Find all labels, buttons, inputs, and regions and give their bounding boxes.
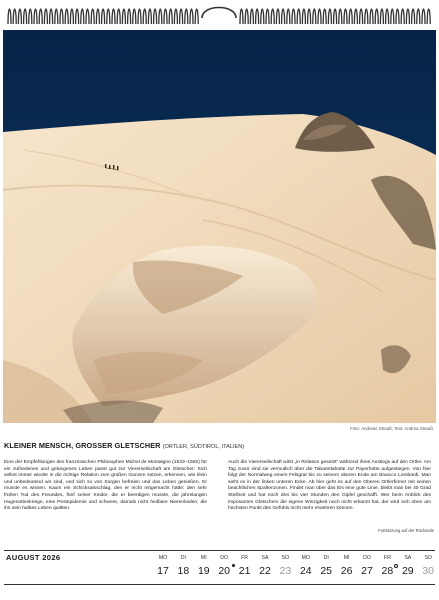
divider-top [4, 550, 435, 551]
wire-coil [29, 9, 32, 24]
weekday-label: SA [404, 555, 412, 561]
wire-coil [282, 9, 285, 24]
day-number [413, 563, 439, 579]
wire-coil [370, 9, 373, 24]
wire-coil [375, 9, 378, 24]
wire-coil [55, 9, 58, 24]
wire-coil [417, 9, 420, 24]
weekday-label: MO [158, 555, 168, 561]
wire-coil [76, 9, 79, 24]
month-label: AUGUST 2026 [6, 553, 61, 562]
title-location: (ORTLER, SÜDTIROL, ITALIEN) [162, 444, 245, 450]
wire-coil [180, 9, 183, 24]
weekday-label: MO [301, 555, 310, 561]
wire-coil [396, 9, 399, 24]
day-number-text: 17 [157, 565, 169, 577]
wire-binding [0, 0, 439, 30]
day-number-text: 26 [340, 565, 353, 577]
day-number-text: 22 [259, 565, 271, 577]
article-column-right: Auch die Viererseilschaft wirkt „in Relation gesetzt“ während ihres Anstiegs auf den Ortler. Am Tag zuvor sind sie vermutlich über die Tabarettahütte zur Payerhütte aufgestiegen. Von hier folgt der Normalweg einem Felsgrat bis zu seinem oberen Ende am Bivacco Lombardi. Man sieht es in der linken unteren Ecke. Ab hier geht es auf den Oberen Ortlerferner mit seinen beachtlichen Spaltenzonen. Findet man über das Eis eine gute Linie, bleibt man bei 40 Grad Steilheit und hat noch drei bis vier Stunden den Gipfel geschafft. Wer beim Anblick des imposanten Gletschers die eigene Winzigkeit noch nicht erkannt hat, der wird sich oben am höchsten Punkt des Gefühls nicht mehr erwehren können. [228, 460, 431, 512]
day-number-text: 19 [197, 565, 210, 577]
wire-coil [18, 9, 21, 24]
wire-coil [34, 9, 37, 24]
day-number-text: 28 [381, 565, 394, 577]
weekday-label: SO [424, 555, 432, 561]
wire-coil [349, 9, 352, 24]
wire-coil [328, 9, 331, 24]
wire-coil [261, 9, 264, 24]
wire-coil [250, 9, 253, 24]
day-number-text: 20 [218, 565, 231, 577]
weekday-label: SO [281, 555, 290, 561]
wire-coil [427, 9, 430, 24]
wire-coil [13, 9, 16, 24]
wire-coil [386, 9, 389, 24]
wire-coil [344, 9, 347, 24]
wire-coil [318, 9, 321, 24]
title-text: KLEINER MENSCH, GROSSER GLETSCHER [4, 441, 161, 450]
weekday-label: FR [241, 555, 249, 561]
wire-coil [24, 9, 27, 24]
wire-coil [406, 9, 409, 24]
day-number-text: 27 [361, 565, 373, 577]
day-number-text: 24 [299, 565, 312, 577]
wire-coil [365, 9, 368, 24]
wire-coil [334, 9, 337, 24]
photo-credit: Foto: Andreas Strauß, Text: Andrea Strauß [350, 426, 433, 431]
wire-coil [164, 9, 167, 24]
wire-coil [8, 9, 11, 24]
article-column-left: Eine der Empfehlungen des französischen Philosophen Michel de Montaigne (1533–1592) für ein zufriedenes und gelungenes Leben passt gut zur Viererseilschaft am Gletscher: Sich selbst immer wieder in die richtige Relation zum großen Ganzen setzen, erkennen, wie klein und unbedeutend wir sind, und sich so von Sorgen befreien und das Leben genießen. Er musste es wissen. Kaum ein Schicksalsschlag, den er nicht mitgemacht hätte: den sehr frühen Tod des Freundes, fünf seiner Kinder, die er beerdigen musste, die jahrelangen Hugenottenkriege, eine Pestepidemie und schwere, damals nicht heilbare Nierenleiden, die ihn sein halbes Leben quälten. [4, 460, 207, 512]
article-title [4, 441, 244, 450]
wire-coil [50, 9, 53, 24]
day-number-text: 21 [238, 565, 251, 577]
wire-coil [339, 9, 342, 24]
wire-coil [185, 9, 188, 24]
wire-coil [422, 9, 425, 24]
wire-coil [308, 9, 311, 24]
wire-coil [128, 9, 131, 24]
wire-coil [154, 9, 157, 24]
weekday-label: DI [180, 555, 186, 561]
wire-coil [169, 9, 172, 24]
weekday-label: DO [220, 555, 229, 561]
wire-coil [271, 9, 274, 24]
wire-coil [159, 9, 162, 24]
divider-bottom [4, 584, 435, 585]
wire-coil [133, 9, 136, 24]
day-number-text: 25 [320, 565, 333, 577]
wire-coil [148, 9, 151, 24]
wire-coil [292, 9, 295, 24]
wire-coil [380, 9, 383, 24]
wire-coil [354, 9, 357, 24]
wire-coil [107, 9, 110, 24]
wire-coil [195, 9, 198, 24]
weekday-label: FR [383, 555, 391, 561]
wire-coil [401, 9, 404, 24]
wire-coil [302, 9, 305, 24]
wire-coil [112, 9, 115, 24]
day-number-text: 18 [177, 565, 190, 577]
wire-coil [70, 9, 73, 24]
weekday-label: DO [363, 555, 371, 561]
wire-coil [102, 9, 105, 24]
calendar-day [413, 553, 439, 579]
weekday-label: MI [343, 555, 350, 561]
glacier-photo [3, 30, 436, 423]
wire-coil [266, 9, 269, 24]
wire-coil [323, 9, 326, 24]
weekday-label: DI [323, 555, 329, 561]
wire-coil [287, 9, 290, 24]
wire-coil [190, 9, 193, 24]
wire-coil [138, 9, 141, 24]
wire-coil [412, 9, 415, 24]
wire-coil [276, 9, 279, 24]
day-number-text: 30 [422, 565, 435, 577]
continued-note: Fortsetzung auf der Rückseite [378, 528, 434, 533]
wire-coil [256, 9, 259, 24]
day-number-text: 23 [279, 565, 292, 577]
day-number-text: 29 [401, 565, 414, 577]
wire-coil [174, 9, 177, 24]
weekday-label: SA [261, 555, 269, 561]
wire-coil [86, 9, 89, 24]
wire-coil [39, 9, 42, 24]
wire-coil [297, 9, 300, 24]
wire-coil [240, 9, 243, 24]
wire-coil [96, 9, 99, 24]
wire-coil [81, 9, 84, 24]
wire-coil [245, 9, 248, 24]
wire-coil [313, 9, 316, 24]
wire-coil [65, 9, 68, 24]
wire-coil [391, 9, 394, 24]
wire-coil [117, 9, 120, 24]
weekday-label: MI [200, 555, 207, 561]
wire-coil [360, 9, 363, 24]
wire-coil [44, 9, 47, 24]
wire-coil [60, 9, 63, 24]
wire-coil [122, 9, 125, 24]
wire-coil [91, 9, 94, 24]
wire-coil [143, 9, 146, 24]
